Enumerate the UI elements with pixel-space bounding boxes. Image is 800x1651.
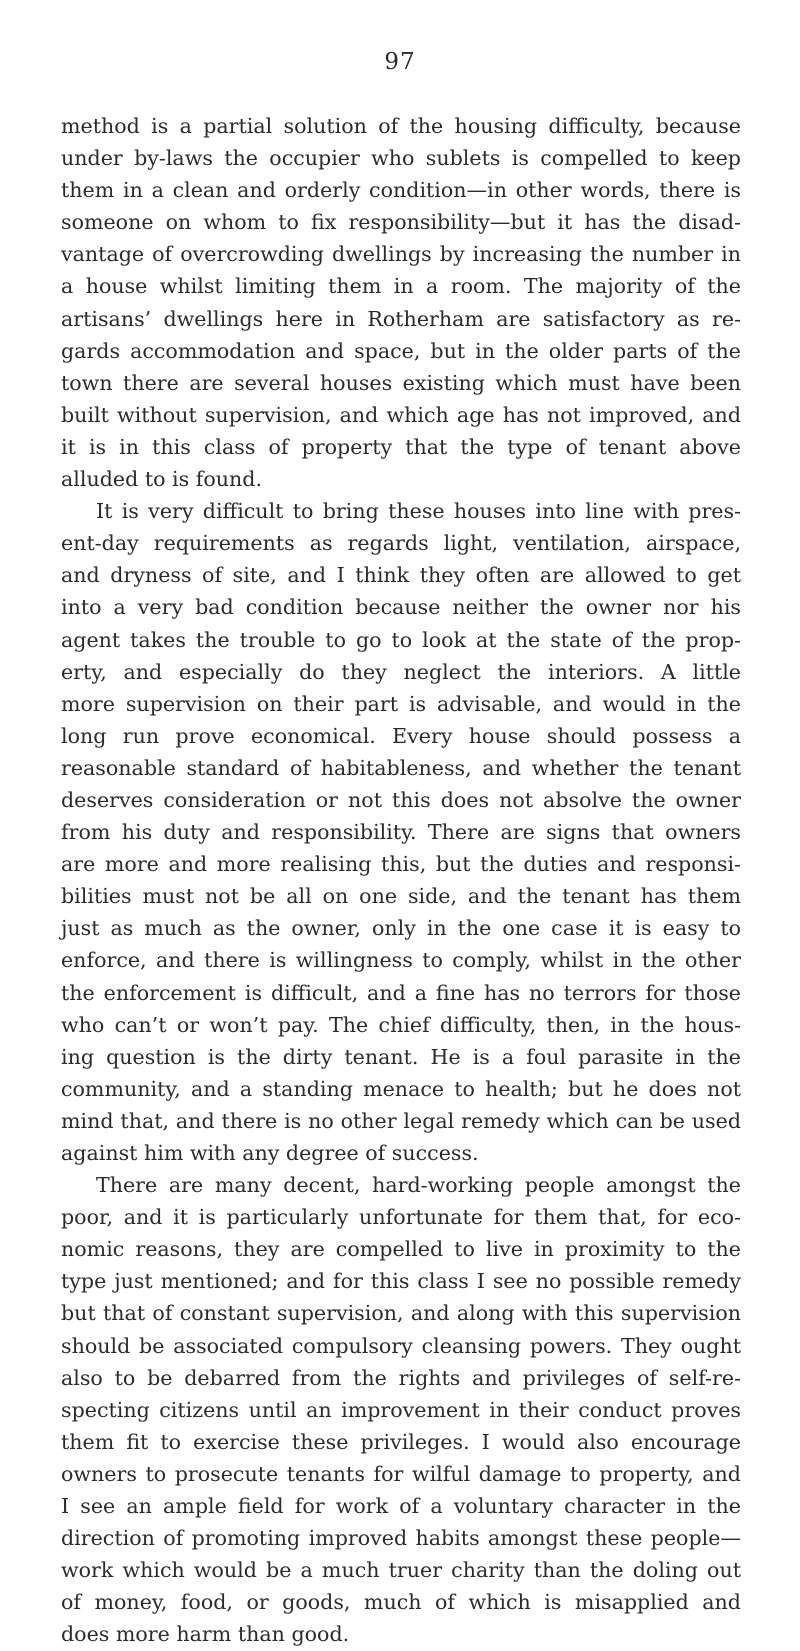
text-line: from his duty and responsibility. There are signs that owners [61,820,741,845]
text-line: work which would be a much truer charity than the doling out [61,1558,741,1583]
text-line: I see an ample field for work of a voluntary character in the [61,1494,741,1519]
text-line: deserves consideration or not this does not absolve the owner [61,787,741,812]
text-line: ing question is the dirty tenant. He is a foul parasite in the [61,1044,741,1069]
text-line: more supervision on their part is advisable, and would in the [61,691,741,716]
text-line: type just mentioned; and for this class I see no possible remedy [61,1269,741,1294]
text-line: reasonable standard of habitableness, and whether the tenant [61,755,741,780]
text-line: but that of constant supervision, and along with this supervision [61,1301,741,1326]
text-line: nomic reasons, they are compelled to live in proximity to the [61,1237,741,1262]
text-line: should be associated compulsory cleansing powers. They ought [61,1333,741,1358]
body-text [61,110,741,1651]
text-line: built without supervision, and which age has not improved, and [61,402,741,427]
text-line: method is a partial solution of the housing difficulty, because [61,114,741,138]
text-line: agent takes the trouble to go to look at the state of the prop- [61,627,741,652]
text-line: are more and more realising this, but the duties and responsi- [61,852,741,877]
text-line: vantage of overcrowding dwellings by increasing the number in [61,242,741,267]
text-line: owners to prosecute tenants for wilful damage to property, and [61,1461,741,1486]
text-line: long run prove economical. Every house should possess a [61,723,741,748]
text-line: artisans’ dwellings here in Rotherham are satisfactory as re- [61,306,741,331]
text-line: just as much as the owner, only in the one case it is easy to [61,916,741,941]
text-line: There are many decent, hard-working people amongst the [96,1173,741,1198]
text-line: against him with any degree of success. [61,1141,479,1165]
text-line: alluded to is found. [61,467,263,492]
text-line: also to be debarred from the rights and privileges of self-re- [61,1365,741,1390]
text-line: It is very difficult to bring these houses into line with pres- [96,499,741,524]
text-line: them in a clean and orderly condition—in other words, there is [61,178,741,203]
text-line: gards accommodation and space, but in the older parts of the [61,338,741,363]
text-line: of money, food, or goods, much of which is misapplied and [61,1590,741,1615]
text-line: specting citizens until an improvement in their conduct proves [61,1397,741,1422]
text-line: someone on whom to fix responsibility—but it has the disad- [61,210,741,235]
text-line: direction of promoting improved habits amongst these people— [61,1526,741,1551]
text-line: the enforcement is difficult, and a fine has no terrors for those [61,980,741,1005]
text-line: them fit to exercise these privileges. I would also encourage [61,1429,741,1454]
text-line: poor, and it is particularly unfortunate for them that, for eco- [61,1205,741,1230]
text-line: it is in this class of property that the type of tenant above [61,434,741,459]
text-line: and dryness of site, and I think they often are allowed to get [61,563,741,588]
text-line: mind that, and there is no other legal remedy which can be used [61,1108,741,1133]
text-line: who can’t or won’t pay. The chief difficulty, then, in the hous- [61,1012,741,1037]
text-line: enforce, and there is willingness to comply, whilst in the other [61,948,741,973]
text-line: town there are several houses existing which must have been [61,370,741,395]
text-line: community, and a standing menace to health; but he does not [61,1076,741,1101]
text-line: under by-laws the occupier who sublets is compelled to keep [61,146,741,171]
text-line: ent-day requirements as regards light, ventilation, airspace, [61,531,741,556]
text-line: bilities must not be all on one side, and the tenant has them [61,884,741,909]
page-number: 97 [384,49,416,75]
text-line: does more harm than good. [61,1622,350,1647]
text-line: erty, and especially do they neglect the interiors. A little [61,659,741,684]
text-line: into a very bad condition because neither the owner nor his [61,595,741,620]
text-line: a house whilst limiting them in a room. The majority of the [61,274,741,299]
